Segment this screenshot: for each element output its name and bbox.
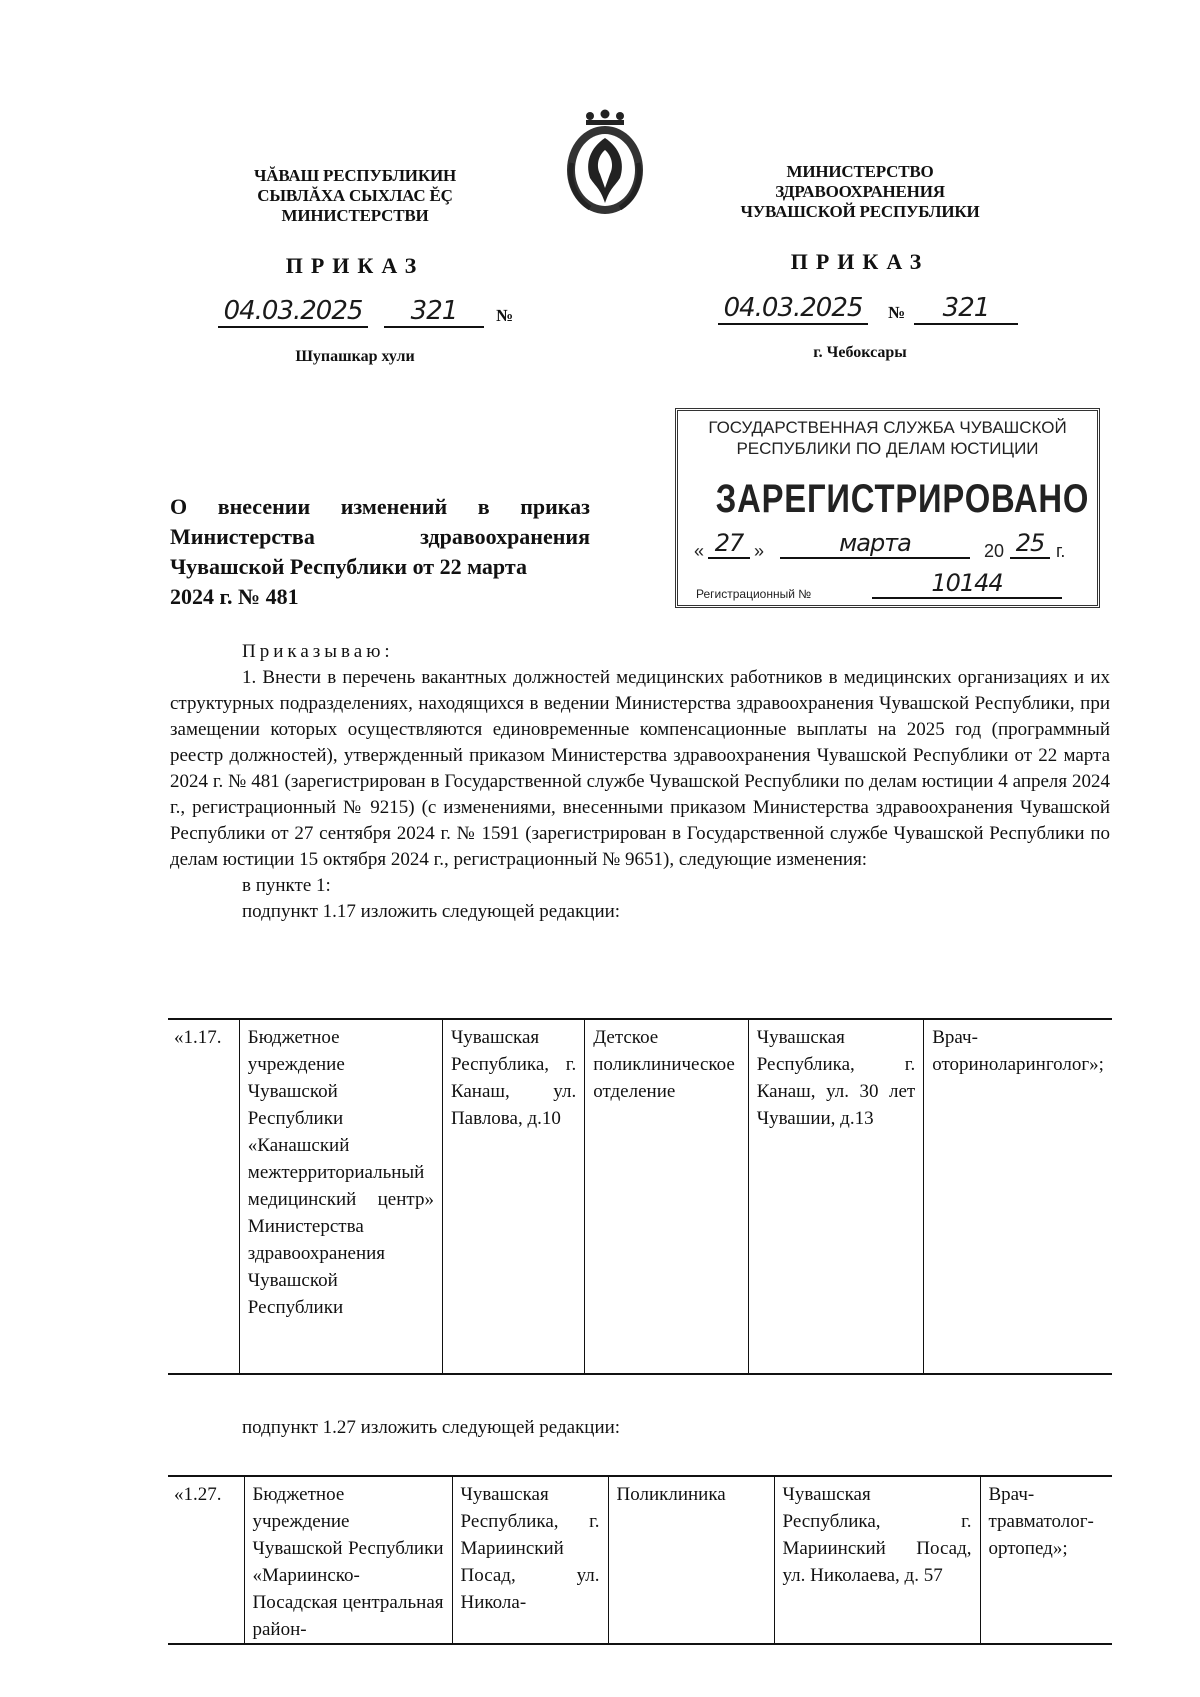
cell-organization: Бюджетное учреждение Чувашской Республики «Мариинско-Посадская центральная район- xyxy=(244,1476,452,1644)
subpoint-1-27-block xyxy=(170,1415,1110,1441)
stamp-reg-number-line xyxy=(694,569,1089,605)
title-word: изменений xyxy=(340,494,448,519)
stamp-year-unit: г. xyxy=(1056,541,1066,561)
cell-address: Чувашская Республика, г. Мариинский Посад, ул. Николаева, д. 57 xyxy=(774,1476,980,1644)
cell-organization: Бюджетное учреждение Чувашской Республики «Канашский межтерриториальный медицинский центр» Министерства здравоохранения Чувашской Республики xyxy=(239,1019,442,1374)
right-order-number: 321 xyxy=(914,293,1018,325)
order-body xyxy=(170,639,1110,925)
subpoint-1-27-line: подпункт 1.27 изложить следующей редакции: xyxy=(242,1417,621,1438)
title-word: О xyxy=(170,494,188,519)
cell-location: Чувашская Республика, г. Канаш, ул. Павлова, д.10 xyxy=(442,1019,584,1374)
cell-position: Врач-травматолог-ортопед»; xyxy=(980,1476,1112,1644)
right-city: г. Чебоксары xyxy=(813,344,907,361)
table-subpoint-1-17 xyxy=(168,1018,1112,1375)
registration-stamp xyxy=(675,408,1100,608)
left-order-date: 04.03.2025 xyxy=(218,296,368,328)
cell-location: Чувашская Республика, г. Мариинский Посад, ул. Никола- xyxy=(452,1476,608,1644)
left-ministry-line-1: ЧĂВАШ РЕСПУБЛИКИН xyxy=(254,166,456,185)
cell-position: Врач-оториноларинголог»; xyxy=(924,1019,1112,1374)
paragraph-1: 1. Внести в перечень вакантных должностей медицинских работников в медицинских организациях и их структурных подразделениях, находящихся в ведении Министерства здравоохранения Чувашской Республики, при замещении которых осуществляются единовременные компенсационные выплаты на 2025 год (программный реестр должностей), утвержденный приказом Министерства здравоохранения Чувашской Республики от 22 марта 2024 г. № 481 (зарегистрирован в Государственной службе Чувашской Республики по делам юстиции 4 апреля 2024 г., регистрационный № 9215) (с изменениями, внесенными приказом Министерства здравоохранения Чувашской Республики от 27 сентября 2024 г. № 1591 (зарегистрирован в Государственной службе Чувашской Республики по делам юстиции 15 октября 2024 г., регистрационный № 9651), следующие изменения: xyxy=(170,667,1110,870)
left-number-sign: № xyxy=(496,306,514,325)
title-word: в xyxy=(477,494,490,519)
stamp-year-prefix: 20 xyxy=(984,541,1005,561)
document-title xyxy=(170,492,590,612)
title-line-1 xyxy=(170,492,590,522)
cell-unit: Поликлиника xyxy=(608,1476,774,1644)
table-row xyxy=(168,1476,1112,1644)
stamp-year-suffix: 25 xyxy=(1010,529,1050,559)
left-ministry-name xyxy=(205,166,505,226)
coat-of-arms-emblem xyxy=(560,108,650,218)
stamp-org-line-2: РЕСПУБЛИКИ ПО ДЕЛАМ ЮСТИЦИИ xyxy=(736,439,1039,458)
table-subpoint-1-27 xyxy=(168,1475,1112,1645)
left-ministry-line-3: МИНИСТЕРСТВИ xyxy=(281,206,429,225)
subpoint-1-17-line: подпункт 1.17 изложить следующей редакции: xyxy=(242,901,621,922)
title-word: внесении xyxy=(217,494,311,519)
cell-number: «1.17. xyxy=(174,1027,222,1048)
table-row xyxy=(168,1019,1112,1374)
right-ministry-name xyxy=(710,162,1010,222)
cell-unit: Детское поликлиническое отделение xyxy=(585,1019,749,1374)
point-1-line: в пункте 1: xyxy=(242,875,331,896)
stamp-reg-label: Регистрационный № xyxy=(696,587,812,601)
stamp-reg-number: 10144 xyxy=(872,569,1062,599)
order-word: Приказываю: xyxy=(242,641,394,662)
right-order-word: ПРИКАЗ xyxy=(790,249,930,274)
stamp-date: « 27 » марта 20 25 г. xyxy=(694,529,1066,561)
left-city: Шупашкар хули xyxy=(295,348,415,365)
title-line-4: 2024 г. № 481 xyxy=(170,584,299,609)
title-line-3: Чувашской Республики от 22 марта xyxy=(170,554,527,579)
cell-number: «1.27. xyxy=(174,1484,222,1505)
left-order-word: ПРИКАЗ xyxy=(285,253,425,278)
left-order-number: 321 xyxy=(384,296,484,328)
title-word: приказ xyxy=(520,494,590,519)
right-ministry-line-2: ЗДРАВООХРАНЕНИЯ xyxy=(775,182,945,201)
cell-address: Чувашская Республика, г. Канаш, ул. 30 лет Чувашии, д.13 xyxy=(748,1019,923,1374)
right-number-sign: № xyxy=(888,303,906,322)
right-ministry-line-3: ЧУВАШСКОЙ РЕСПУБЛИКИ xyxy=(740,202,980,221)
stamp-month: марта xyxy=(780,529,970,559)
title-line-2 xyxy=(170,522,590,552)
stamp-org xyxy=(678,417,1097,459)
left-ministry-line-2: СЫВЛĂХА СЫХЛАС ĔÇ xyxy=(257,186,453,205)
title-word: здравоохранения xyxy=(420,524,590,549)
title-word: Министерства xyxy=(170,524,315,549)
stamp-status: ЗАРЕГИСТРИРОВАНО xyxy=(715,477,1090,521)
stamp-org-line-1: ГОСУДАРСТВЕННАЯ СЛУЖБА ЧУВАШСКОЙ xyxy=(708,418,1067,437)
stamp-day: 27 xyxy=(708,529,750,559)
right-ministry-line-1: МИНИСТЕРСТВО xyxy=(786,162,934,181)
right-order-date: 04.03.2025 xyxy=(718,293,868,325)
